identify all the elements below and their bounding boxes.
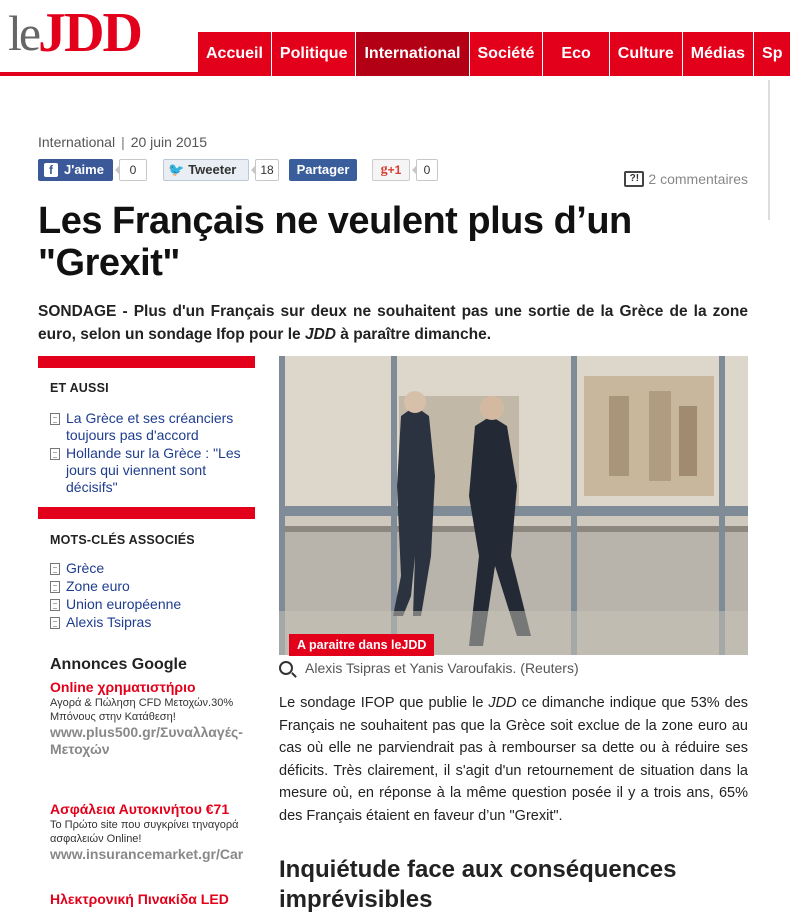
tweet-count: 18: [255, 159, 279, 181]
document-icon: [50, 617, 60, 629]
logo-jdd: JDD: [38, 2, 141, 64]
google-ad[interactable]: [50, 891, 260, 908]
article-meta: [38, 134, 207, 150]
ad-url[interactable]: www.insurancemarket.gr/Car: [50, 846, 244, 862]
article-photo[interactable]: [279, 356, 748, 655]
nav-item-sport[interactable]: Sp: [762, 45, 783, 62]
nav-item-societe[interactable]: Société: [470, 32, 544, 76]
logo-le: le: [8, 5, 39, 61]
facebook-like-count: 0: [119, 159, 147, 181]
keyword-link[interactable]: [50, 596, 258, 613]
google-plus-button[interactable]: [372, 159, 410, 181]
comments-link[interactable]: [624, 171, 748, 187]
lead-text-1: - Plus d'un Français sur deux ne souhaitent pas une sortie de la Grèce de la zone euro, selon un sondage Ifop pour le: [38, 303, 748, 343]
keyword-text: Grèce: [66, 560, 105, 576]
nav-item-accueil[interactable]: Accueil: [198, 32, 272, 76]
aussi-links: [50, 410, 258, 497]
photo-caption: [279, 660, 579, 676]
meta-section[interactable]: International: [38, 134, 116, 150]
nav-item-international[interactable]: International: [356, 32, 469, 76]
ad-description: Αγορά & Πώληση CFD Μετοχών.30% Μπόνους στην Κατάθεση!: [50, 697, 234, 723]
keywords-bar: [38, 507, 255, 519]
ads-heading: Annonces Google: [50, 656, 187, 673]
tweet-button[interactable]: [163, 159, 249, 181]
ad-title[interactable]: Online χρηματιστήριο: [50, 679, 196, 695]
article-subheading: Inquiétude face aux conséquences imprévisibles: [279, 856, 677, 913]
facebook-like-label: J'aime: [64, 162, 104, 177]
nav-item-eco[interactable]: Eco: [543, 32, 609, 76]
twitter-bird-icon: 🐦: [168, 162, 185, 177]
aussi-link-text: La Grèce et ses créanciers toujours pas d'accord: [66, 410, 234, 443]
nav-item-politique[interactable]: Politique: [272, 32, 357, 76]
keyword-text: Union européenne: [66, 596, 182, 612]
meta-date: 20 juin 2015: [130, 134, 207, 150]
partager-button[interactable]: Partager: [289, 159, 357, 181]
document-icon: [50, 581, 60, 593]
ad-title[interactable]: Ηλεκτρονική Πινακίδα LED: [50, 891, 229, 907]
facebook-icon: f: [44, 163, 58, 177]
keyword-text: Zone euro: [66, 578, 130, 594]
aussi-link[interactable]: [50, 445, 258, 496]
meta-separator: |: [121, 134, 125, 150]
document-icon: [50, 599, 60, 611]
tweet-label: Tweeter: [188, 162, 237, 177]
aussi-bar: [38, 356, 255, 368]
nav-item-medias[interactable]: Médias: [683, 32, 754, 76]
ad-title[interactable]: Ασφάλεια Αυτοκινήτου €71: [50, 801, 230, 817]
google-plus-count: 0: [416, 159, 438, 181]
comment-bubble-icon: ?!: [624, 171, 644, 187]
nav-item-culture[interactable]: Culture: [610, 32, 683, 76]
keyword-link[interactable]: [50, 578, 258, 595]
google-ad[interactable]: [50, 679, 260, 758]
share-bar: [38, 159, 438, 181]
google-plus-icon: g: [380, 162, 388, 177]
lead-text-2: à paraître dimanche.: [335, 326, 492, 343]
keywords-heading: MOTS-CLÉS ASSOCIÉS: [50, 533, 195, 547]
aussi-link-text: Hollande sur la Grèce : "Les jours qui viennent sont décisifs": [66, 445, 241, 495]
google-ad[interactable]: [50, 801, 260, 863]
body-text-2: ce dimanche indique que 53% des Français ne souhaitent pas que la Grèce soit exclue de la zone euro au cas où elle ne parviendrait pas à rembourser sa dette ou à réduire ses déficits. Très clairement, il s'agit d'un retournement de situation dans la mesure où, en réponse à la même question posée il y a trois ans, 65% des Français étaient en faveur d’un "Grexit".: [279, 695, 749, 824]
keyword-links: [50, 560, 258, 632]
document-icon: [50, 563, 60, 575]
aussi-heading: ET AUSSI: [50, 381, 109, 395]
site-logo[interactable]: [8, 2, 141, 64]
keyword-link[interactable]: [50, 614, 258, 631]
document-icon: [50, 448, 60, 460]
caption-text: Alexis Tsipras et Yanis Varoufakis. (Reuters): [305, 660, 579, 676]
lead-keyword: SONDAGE: [38, 303, 117, 320]
article-title: Les Français ne veulent plus d’un "Grexit": [38, 200, 632, 284]
aussi-link[interactable]: [50, 410, 258, 444]
page-scrollbar[interactable]: [768, 80, 770, 220]
comments-label: 2 commentaires: [648, 171, 748, 187]
photo-illustration: [279, 356, 748, 655]
article-body: [279, 692, 748, 827]
ad-url[interactable]: www.plus500.gr/Συναλλαγές-Μετοχών: [50, 724, 243, 757]
body-text-1: Le sondage IFOP que publie le: [279, 695, 489, 711]
facebook-like-button[interactable]: [38, 159, 113, 181]
keyword-link[interactable]: [50, 560, 258, 577]
body-jdd: JDD: [488, 695, 517, 711]
photo-badge: A paraitre dans leJDD: [289, 634, 434, 656]
zoom-icon[interactable]: [279, 661, 293, 675]
article-lead: [38, 300, 748, 346]
document-icon: [50, 413, 60, 425]
lead-jdd: JDD: [304, 326, 336, 343]
keyword-text: Alexis Tsipras: [66, 614, 152, 630]
ad-description: Το Πρώτο site που συγκρίνει τηναγορά ασφαλειών Online!: [50, 819, 239, 845]
main-nav: [198, 32, 790, 76]
google-plus-label: +1: [387, 163, 402, 177]
